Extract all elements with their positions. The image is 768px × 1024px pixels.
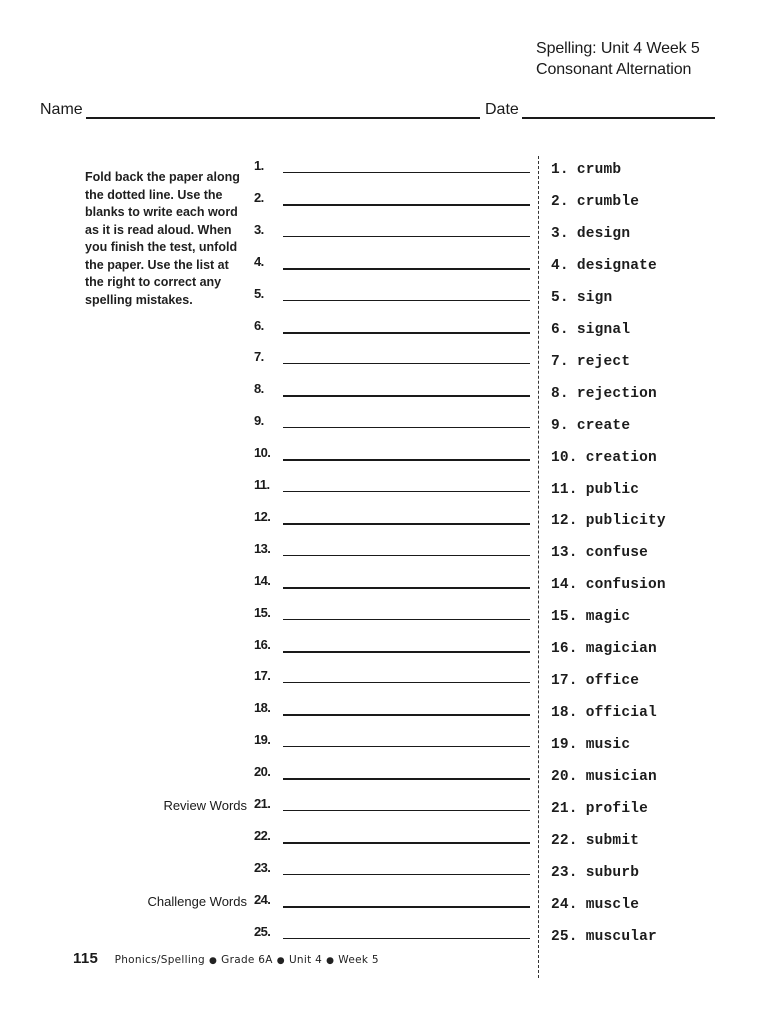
- blank-row: [254, 286, 530, 308]
- blank-row: [254, 668, 530, 690]
- footer-part: Unit 4: [288, 954, 323, 966]
- answer-item: [551, 321, 630, 339]
- fold-line: [538, 156, 539, 978]
- blank-row: [254, 860, 530, 882]
- answer-number: 4.: [551, 257, 569, 274]
- answer-number: 11.: [551, 481, 578, 498]
- footer-part: Grade 6A: [221, 954, 273, 966]
- answer-number: 16.: [551, 641, 578, 658]
- answer-blank[interactable]: [283, 619, 530, 620]
- answer-number: 24.: [551, 896, 578, 913]
- blank-number: 11.: [254, 477, 270, 492]
- answer-item: [551, 736, 630, 754]
- answer-word: muscular: [585, 928, 657, 945]
- blank-row: [254, 509, 530, 531]
- answer-blank[interactable]: [283, 682, 530, 683]
- answer-item: [551, 481, 639, 499]
- answer-word: designate: [576, 257, 657, 274]
- instructions: Fold back the paper along the dotted line. Use the blanks to write each word as it is read aloud. When you finish the test, unfold the paper. Use the list at the right to correct any spelling mistakes.: [85, 170, 240, 307]
- answer-number: 17.: [551, 673, 578, 690]
- blank-number: 17.: [254, 668, 271, 684]
- answer-blank[interactable]: [283, 395, 530, 397]
- blank-number: 9.: [254, 413, 264, 429]
- blank-number: 10.: [254, 445, 271, 461]
- page-title: Spelling: Unit 4 Week 5: [536, 40, 700, 57]
- blank-row: [254, 541, 530, 563]
- answer-blank[interactable]: [283, 810, 530, 811]
- answer-number: 12.: [551, 513, 578, 530]
- answer-item: [551, 257, 657, 275]
- blank-number: 6.: [254, 317, 264, 333]
- bullet-icon: ●: [326, 956, 335, 966]
- answer-blank[interactable]: [283, 172, 530, 173]
- blank-number: 13.: [254, 540, 271, 556]
- blank-row: [254, 190, 530, 212]
- blank-number: 2.: [254, 189, 264, 205]
- answer-number: 3.: [551, 225, 569, 242]
- answer-number: 14.: [551, 577, 578, 594]
- answer-word: official: [585, 705, 657, 722]
- blank-row: [254, 381, 530, 403]
- answer-item: [551, 225, 630, 243]
- name-field[interactable]: [86, 117, 480, 119]
- answer-blank[interactable]: [283, 587, 530, 589]
- answer-word: musician: [585, 769, 657, 786]
- answer-number: 23.: [551, 864, 578, 881]
- answer-number: 10.: [551, 449, 578, 466]
- blank-row: [254, 828, 530, 850]
- answer-blank[interactable]: [283, 874, 530, 875]
- answer-item: [551, 512, 666, 530]
- answer-number: 2.: [551, 193, 569, 210]
- blank-number: 22.: [254, 827, 271, 843]
- blank-row: [254, 700, 530, 722]
- answer-blank[interactable]: [283, 332, 530, 334]
- answer-word: confusion: [585, 577, 666, 594]
- blank-row: [254, 254, 530, 276]
- answer-word: creation: [585, 449, 657, 466]
- answer-word: confuse: [585, 545, 649, 562]
- blank-number: 23.: [254, 859, 271, 875]
- blank-number: 15.: [254, 604, 271, 620]
- answer-word: office: [585, 673, 640, 690]
- page-number: 115: [73, 950, 99, 967]
- footer: [73, 950, 379, 968]
- answer-item: [551, 417, 630, 435]
- answer-blank[interactable]: [283, 459, 530, 461]
- answer-word: signal: [576, 321, 631, 338]
- answer-number: 20.: [551, 769, 578, 786]
- blank-number: 21.: [254, 796, 271, 811]
- answer-word: publicity: [585, 513, 666, 530]
- blank-number: 3.: [254, 221, 264, 237]
- answer-item: [551, 832, 639, 850]
- answer-word: profile: [585, 801, 649, 817]
- footer-part: Week 5: [338, 954, 379, 966]
- answer-word: reject: [576, 353, 631, 370]
- blank-row: [254, 796, 530, 818]
- blank-number: 12.: [254, 508, 271, 524]
- blank-row: [254, 222, 530, 244]
- blank-row: [254, 573, 530, 595]
- answer-item: [551, 385, 657, 403]
- answer-item: [551, 608, 630, 626]
- bullet-icon: ●: [276, 956, 285, 966]
- answer-item: [551, 640, 657, 658]
- blank-number: 14.: [254, 572, 271, 588]
- footer-text: [115, 954, 379, 966]
- answer-word: rejection: [576, 385, 657, 402]
- answer-item: [551, 353, 630, 371]
- date-field[interactable]: [522, 117, 715, 119]
- answer-number: 1.: [551, 162, 569, 178]
- blank-row: [254, 445, 530, 467]
- blank-number: 16.: [254, 636, 271, 652]
- answer-word: crumble: [576, 193, 640, 210]
- answer-number: 22.: [551, 832, 578, 849]
- answer-item: [551, 800, 648, 818]
- blank-number: 4.: [254, 253, 264, 269]
- answer-item: [551, 193, 639, 211]
- blank-row: [254, 892, 530, 914]
- answer-number: 8.: [551, 385, 569, 402]
- answer-number: 13.: [551, 545, 578, 562]
- answer-number: 5.: [551, 289, 569, 306]
- blank-row: [254, 318, 530, 340]
- blank-row: [254, 637, 530, 659]
- answer-number: 6.: [551, 321, 569, 338]
- answer-word: magician: [585, 641, 657, 658]
- page-subtitle: Consonant Alternation: [536, 61, 692, 78]
- answer-blank[interactable]: [283, 555, 530, 556]
- answer-number: 21.: [551, 801, 578, 817]
- blank-number: 20.: [254, 764, 271, 780]
- answer-item: [551, 544, 648, 562]
- blank-number: 5.: [254, 285, 264, 301]
- answer-number: 7.: [551, 353, 569, 370]
- answer-item: [551, 289, 612, 307]
- challenge-words-label: Challenge Words: [147, 894, 247, 909]
- answer-item: [551, 449, 657, 467]
- answer-blank[interactable]: [283, 300, 530, 301]
- answer-word: public: [585, 481, 640, 498]
- answer-number: 18.: [551, 705, 578, 722]
- bullet-icon: ●: [209, 956, 218, 966]
- blank-number: 18.: [254, 700, 271, 716]
- blank-number: 19.: [254, 732, 271, 748]
- blank-row: [254, 924, 530, 946]
- answer-blank[interactable]: [283, 842, 530, 844]
- page-header: [536, 38, 760, 80]
- blank-number: 1.: [254, 158, 264, 173]
- blank-number: 8.: [254, 381, 264, 397]
- answer-word: suburb: [585, 864, 640, 881]
- review-words-label: Review Words: [163, 798, 247, 813]
- answer-item: [551, 768, 657, 786]
- answer-item: [551, 704, 657, 722]
- answer-word: submit: [585, 832, 640, 849]
- answer-blank[interactable]: [283, 491, 530, 492]
- blank-number: 25.: [254, 923, 271, 939]
- answer-blank[interactable]: [283, 268, 530, 270]
- answer-item: [551, 672, 639, 690]
- answer-item: [551, 896, 639, 914]
- answer-blank[interactable]: [283, 714, 530, 716]
- answer-item: [551, 161, 621, 179]
- answer-number: 9.: [551, 417, 569, 434]
- answer-blank[interactable]: [283, 427, 530, 428]
- name-date-row: [40, 100, 730, 122]
- answer-number: 19.: [551, 737, 578, 754]
- blank-number: 7.: [254, 349, 264, 365]
- answer-item: [551, 864, 639, 882]
- answer-word: magic: [585, 609, 631, 626]
- blank-row: [254, 349, 530, 371]
- answer-blank[interactable]: [283, 651, 530, 653]
- answer-item: [551, 928, 657, 946]
- blank-row: [254, 764, 530, 786]
- answer-blank[interactable]: [283, 906, 530, 908]
- blank-row: [254, 732, 530, 754]
- answer-word: crumb: [576, 162, 622, 178]
- name-label: Name: [40, 101, 83, 118]
- blank-row: [254, 413, 530, 435]
- blank-row: [254, 605, 530, 627]
- answer-word: design: [576, 225, 631, 242]
- date-label: Date: [485, 101, 519, 118]
- blank-number: 24.: [254, 891, 271, 907]
- footer-part: Phonics/Spelling: [114, 954, 205, 966]
- answer-blank[interactable]: [283, 938, 530, 939]
- answer-blank[interactable]: [283, 778, 530, 780]
- answer-number: 25.: [551, 928, 578, 945]
- answer-number: 15.: [551, 609, 578, 626]
- answer-word: muscle: [585, 896, 640, 913]
- blank-row: [254, 158, 530, 180]
- answer-blank[interactable]: [283, 236, 530, 237]
- answer-word: create: [576, 417, 631, 434]
- answer-blank[interactable]: [283, 523, 530, 525]
- answer-blank[interactable]: [283, 204, 530, 206]
- answer-word: sign: [576, 289, 613, 306]
- answer-word: music: [585, 737, 631, 754]
- answer-blank[interactable]: [283, 363, 530, 364]
- answer-blank[interactable]: [283, 746, 530, 747]
- answer-item: [551, 576, 666, 594]
- blank-row: [254, 477, 530, 499]
